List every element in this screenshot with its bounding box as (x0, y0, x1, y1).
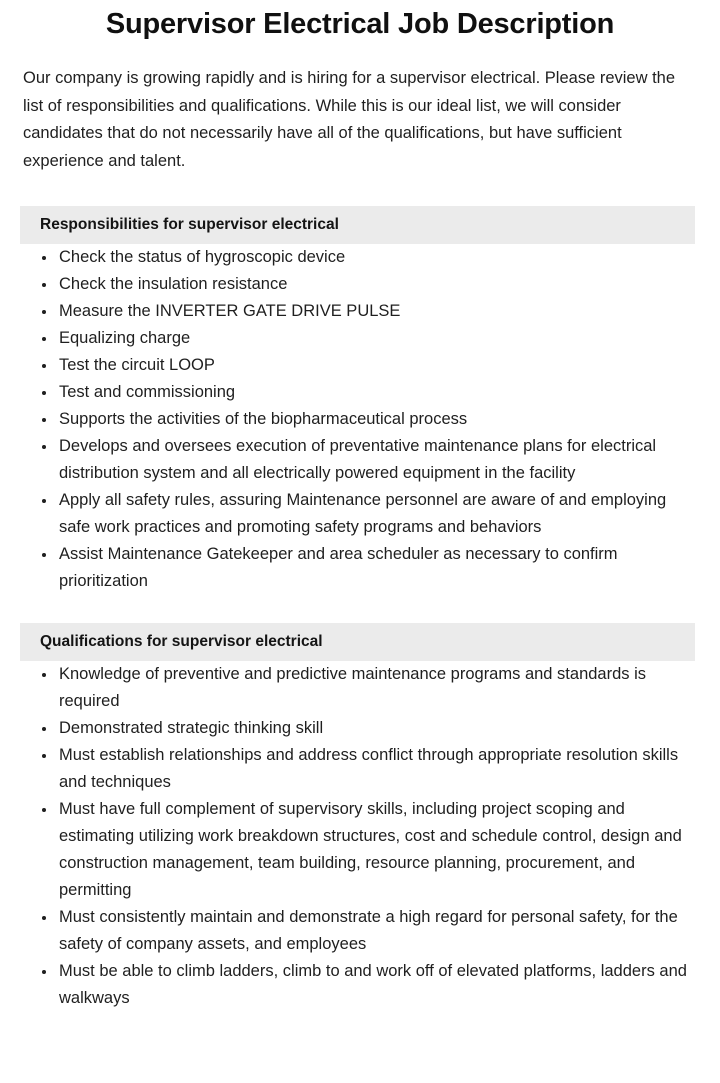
list-item: Equalizing charge (0, 325, 720, 352)
list-item: Demonstrated strategic thinking skill (0, 715, 720, 742)
list-item: Test and commissioning (0, 379, 720, 406)
list-item: Check the insulation resistance (0, 271, 720, 298)
list-item: Test the circuit LOOP (0, 352, 720, 379)
section-header-qualifications: Qualifications for supervisor electrical (20, 623, 695, 661)
list-item: Must consistently maintain and demonstrate a high regard for personal safety, for the safety of company assets, and employees (0, 904, 720, 958)
section-responsibilities (0, 206, 720, 595)
list-item: Knowledge of preventive and predictive maintenance programs and standards is required (0, 661, 720, 715)
list-item: Must establish relationships and address conflict through appropriate resolution skills and techniques (0, 742, 720, 796)
list-item: Check the status of hygroscopic device (0, 244, 720, 271)
list-item: Supports the activities of the biopharmaceutical process (0, 406, 720, 433)
responsibilities-list (0, 244, 720, 595)
section-header-responsibilities: Responsibilities for supervisor electrical (20, 206, 695, 244)
list-item: Apply all safety rules, assuring Maintenance personnel are aware of and employing safe work practices and promoting safety programs and behaviors (0, 487, 720, 541)
intro-paragraph: Our company is growing rapidly and is hiring for a supervisor electrical. Please review the list of responsibilities and qualifications. While this is our ideal list, we will consider candidates that do not necessarily have all of the qualifications, but have sufficient experience and talent. (23, 69, 676, 170)
list-item: Develops and oversees execution of preventative maintenance plans for electrical distribution system and all electrically powered equipment in the facility (0, 433, 720, 487)
qualifications-list (0, 661, 720, 1012)
section-qualifications (0, 623, 720, 1012)
list-item: Must have full complement of supervisory skills, including project scoping and estimating utilizing work breakdown structures, cost and schedule control, design and construction management, team building, resource planning, procurement, and permitting (0, 796, 720, 904)
page-bottom-spacer (0, 1012, 720, 1038)
page-title: Supervisor Electrical Job Description (105, 8, 615, 40)
list-item: Must be able to climb ladders, climb to and work off of elevated platforms, ladders and walkways (0, 958, 720, 1012)
list-item: Assist Maintenance Gatekeeper and area scheduler as necessary to confirm prioritization (0, 541, 720, 595)
list-item: Measure the INVERTER GATE DRIVE PULSE (0, 298, 720, 325)
